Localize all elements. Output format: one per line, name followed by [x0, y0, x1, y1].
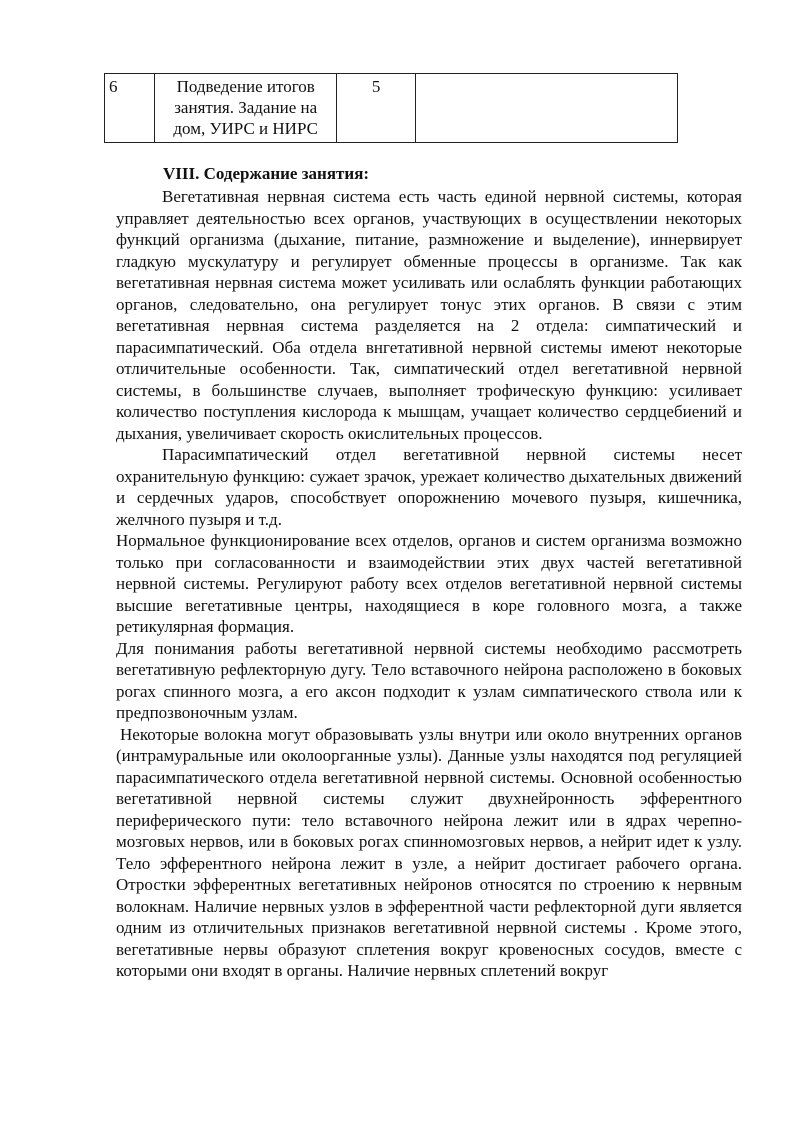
section-heading: VIII. Содержание занятия: — [163, 164, 370, 183]
notes-cell — [416, 74, 678, 143]
paragraph: Нормальное функционирование всех отделов, органов и систем организма возможно только при согласованности и взаимодействии этих двух частей вегетативной нервной системы. Регулируют работу всех отделов вегетативной нервной системы высшие вегетативные центры, находящиеся в коре головного мозга, а также ретикулярная формация. — [116, 531, 742, 636]
paragraph: Парасимпатический отдел вегетативной нервной системы несет охранительную функцию: сужает зрачок, урежает количество дыхательных движений и сердечных ударов, способствует опорожнению мочевого пузыря, кишечника, желчного пузыря и т.д. — [116, 445, 742, 529]
paragraph: Для понимания работы вегетативной нервной системы необходимо рассмотреть вегетативную рефлекторную дугу. Тело вставочного нейрона расположено в боковых рогах спинного мозга, а его аксон подходит к узлам симпатического ствола или к предпозвоночным узлам. — [116, 638, 742, 722]
lesson-plan-table — [104, 73, 678, 143]
section-body — [116, 186, 742, 982]
stage-title-cell: Подведение итогов занятия. Задание на дом, УИРС и НИРС — [155, 74, 337, 143]
paragraph: Некоторые волокна могут образовывать узлы внутри или около внутренних органов (интрамуральные или околоорганные узлы). Данные узлы находятся под регуляцией парасимпатического отдела вегетативной нервной системы. Основной особенностью вегетативной нервной системы служит двухнейронность эфферентного периферического пути: тело вставочного нейрона лежит или в ядрах черепно-мозговых нервов, или в боковых рогах спинномозговых нервов, а нейрит идет к узлу. Тело эфферентного нейрона лежит в узле, а нейрит достигает рабочего органа. Отростки эфферентных вегетативных нейронов относятся по строению к нервным волокнам. Наличие нервных узлов в эфферентной части рефлекторной дуги является одним из отличительных признаков вегетативной нервной системы . Кроме этого, вегетативные нервы образуют сплетения вокруг кровеносных сосудов, вместе с которыми они входят в органы. Наличие нервных сплетений вокруг — [116, 724, 742, 980]
paragraph: Вегетативная нервная система есть часть единой нервной системы, которая управляет деятельностью всех органов, участвующих в осуществлении некоторых функций организма (дыхание, питание, размножение и выделение), иннервирует гладкую мускулатуру и регулирует обменные процессы в организме. Так как вегетативная нервная система может усиливать или ослаблять функции работающих органов, следовательно, она регулирует тонус этих органов. В связи с этим вегетативная нервная система разделяется на 2 отдела: симпатический и парасимпатический. Оба отдела внгетативной нервной системы имеют некоторые отличительные особенности. Так, симпатический отдел вегетативной нервной системы, в большинстве случаев, выполняет трофическую функцию: усиливает количество поступления кислорода к мышцам, учащает количество сердцебиений и дыхания, увеличивает скорость окислительных процессов. — [116, 187, 742, 443]
row-number-cell: 6 — [105, 74, 155, 143]
minutes-cell: 5 — [337, 74, 416, 143]
table-row — [105, 74, 678, 143]
